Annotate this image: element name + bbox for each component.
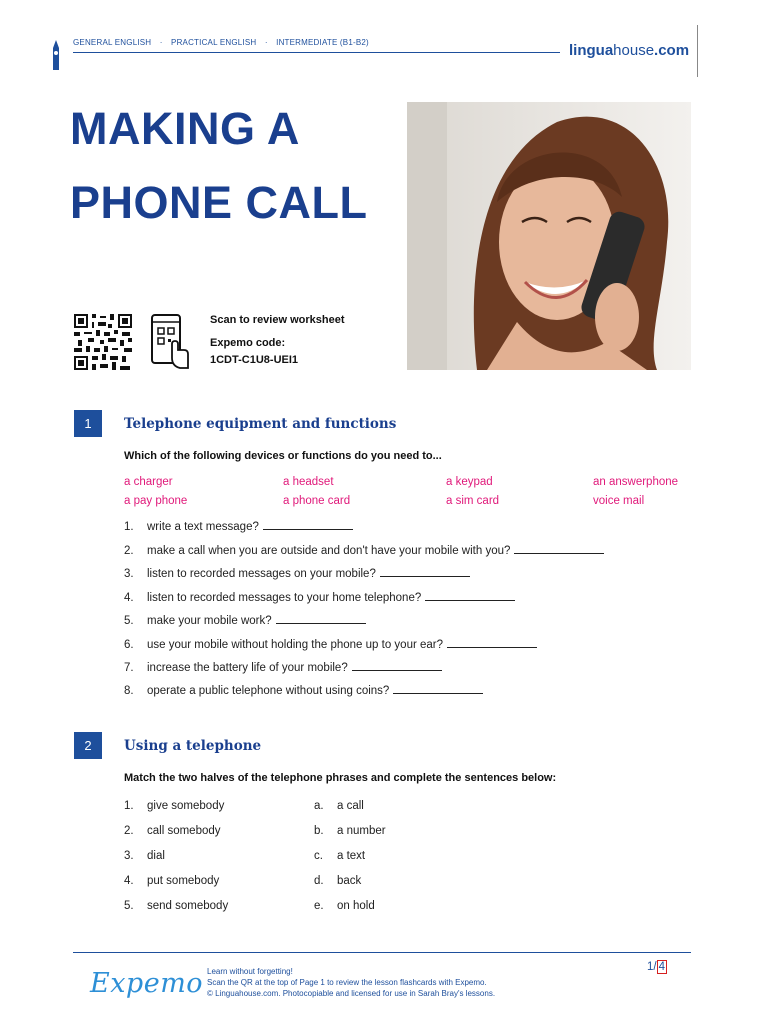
question-item [124, 544, 604, 557]
question-item [124, 638, 537, 651]
word-bank-item: an answerphone [593, 476, 679, 488]
question-item [124, 520, 353, 533]
word-bank-item: a keypad [446, 476, 493, 488]
word-bank-item: a phone card [283, 495, 351, 507]
question-text: make your mobile work? [147, 615, 272, 627]
footer-rule [73, 952, 691, 953]
word-bank-item: a charger [124, 476, 173, 488]
item-number: 3. [124, 850, 134, 862]
phone-scan-icon [150, 314, 190, 372]
item-number: 4. [124, 875, 134, 887]
question-item [124, 591, 515, 604]
match-right-item [314, 900, 375, 912]
header-rule [73, 52, 560, 53]
expemo-code: 1CDT-C1U8-UEI1 [210, 354, 299, 366]
page-current: 1 [647, 961, 654, 973]
footer-tagline: Learn without forgetting! [207, 967, 293, 976]
scan-info [210, 312, 345, 375]
footer-text [207, 966, 495, 999]
answer-blank[interactable] [447, 638, 537, 648]
expemo-code-label: Expemo code: [210, 337, 286, 349]
question-number: 3. [124, 568, 134, 580]
breadcrumb-grade: INTERMEDIATE (B1-B2) [276, 38, 369, 47]
match-left-item [124, 850, 165, 862]
page-separator: / [653, 961, 657, 973]
item-text: back [337, 875, 362, 887]
match-left-item [124, 900, 228, 912]
word-bank-item: a headset [283, 476, 334, 488]
item-letter: c. [314, 850, 323, 862]
item-number: 1. [124, 800, 134, 812]
header-divider [697, 25, 698, 77]
big-ben-icon [50, 40, 62, 70]
item-letter: e. [314, 900, 324, 912]
word-bank-item: a sim card [446, 495, 500, 507]
answer-blank[interactable] [514, 544, 604, 554]
item-text: call somebody [147, 825, 221, 837]
match-left-item [124, 800, 224, 812]
page-total-link[interactable]: 4 [658, 961, 666, 973]
item-text: dial [147, 850, 165, 862]
title-line: MAKING A [70, 103, 300, 154]
item-text: send somebody [147, 900, 229, 912]
item-letter: a. [314, 800, 324, 812]
page-number [647, 960, 667, 974]
question-number: 5. [124, 615, 134, 627]
page-title [70, 92, 400, 240]
breadcrumb-separator: · [264, 38, 268, 47]
question-number: 8. [124, 685, 134, 697]
question-text: write a text message? [147, 521, 259, 533]
qr-code[interactable] [74, 314, 132, 370]
match-left-item [124, 875, 219, 887]
word-bank-item: voice mail [593, 495, 645, 507]
breadcrumb [73, 38, 375, 47]
question-text: make a call when you are outside and don't have your mobile with you? [147, 545, 511, 557]
question-item [124, 684, 483, 697]
question-number: 2. [124, 545, 134, 557]
scan-label: Scan to review worksheet [210, 314, 345, 326]
question-item [124, 567, 470, 580]
title-line: PHONE CALL [70, 177, 368, 228]
question-item [124, 661, 442, 674]
match-right-item [314, 825, 386, 837]
woman-on-phone-photo [407, 102, 691, 370]
answer-blank[interactable] [263, 520, 353, 530]
item-number: 5. [124, 900, 134, 912]
question-number: 4. [124, 592, 134, 604]
question-text: listen to recorded messages to your home telephone? [147, 592, 422, 604]
item-text: a number [337, 825, 386, 837]
footer-instruction: Scan the QR at the top of Page 1 to review the lesson flashcards with Expemo. [207, 978, 487, 987]
section-title: Using a telephone [124, 738, 262, 754]
item-letter: b. [314, 825, 324, 837]
item-text: give somebody [147, 800, 225, 812]
answer-blank[interactable] [425, 591, 515, 601]
breadcrumb-separator: · [159, 38, 163, 47]
brand-part: lingua [569, 42, 614, 59]
section-title: Telephone equipment and functions [124, 416, 397, 432]
photo-illustration [407, 102, 691, 370]
match-right-item [314, 850, 365, 862]
breadcrumb-course: PRACTICAL ENGLISH [171, 38, 257, 47]
word-bank-item: a pay phone [124, 495, 188, 507]
section-number-badge: 2 [74, 732, 102, 759]
item-letter: d. [314, 875, 324, 887]
answer-blank[interactable] [393, 684, 483, 694]
match-right-item [314, 800, 364, 812]
section-instruction: Which of the following devices or functions do you need to... [124, 450, 442, 462]
page-header [50, 30, 700, 70]
expemo-logo: Expemo [90, 968, 204, 999]
question-text: use your mobile without holding the phone up to your ear? [147, 639, 444, 651]
item-text: on hold [337, 900, 375, 912]
question-text: increase the battery life of your mobile? [147, 662, 348, 674]
breadcrumb-level: GENERAL ENGLISH [73, 38, 152, 47]
item-number: 2. [124, 825, 134, 837]
item-text: put somebody [147, 875, 220, 887]
question-number: 1. [124, 521, 134, 533]
question-item [124, 614, 366, 627]
question-text: listen to recorded messages on your mobile? [147, 568, 376, 580]
question-number: 6. [124, 639, 134, 651]
question-text: operate a public telephone without using coins? [147, 685, 390, 697]
answer-blank[interactable] [380, 567, 470, 577]
brand-logo [569, 42, 689, 59]
answer-blank[interactable] [352, 661, 442, 671]
match-right-item [314, 875, 361, 887]
section-number-badge: 1 [74, 410, 102, 437]
answer-blank[interactable] [276, 614, 366, 624]
item-text: a call [337, 800, 364, 812]
brand-part: .com [654, 42, 690, 59]
section-instruction: Match the two halves of the telephone phrases and complete the sentences below: [124, 772, 557, 784]
question-number: 7. [124, 662, 134, 674]
match-left-item [124, 825, 221, 837]
brand-part: house [613, 42, 655, 59]
item-text: a text [337, 850, 366, 862]
footer-copyright: © Linguahouse.com. Photocopiable and licensed for use in Sarah Bray's lessons. [207, 989, 496, 998]
